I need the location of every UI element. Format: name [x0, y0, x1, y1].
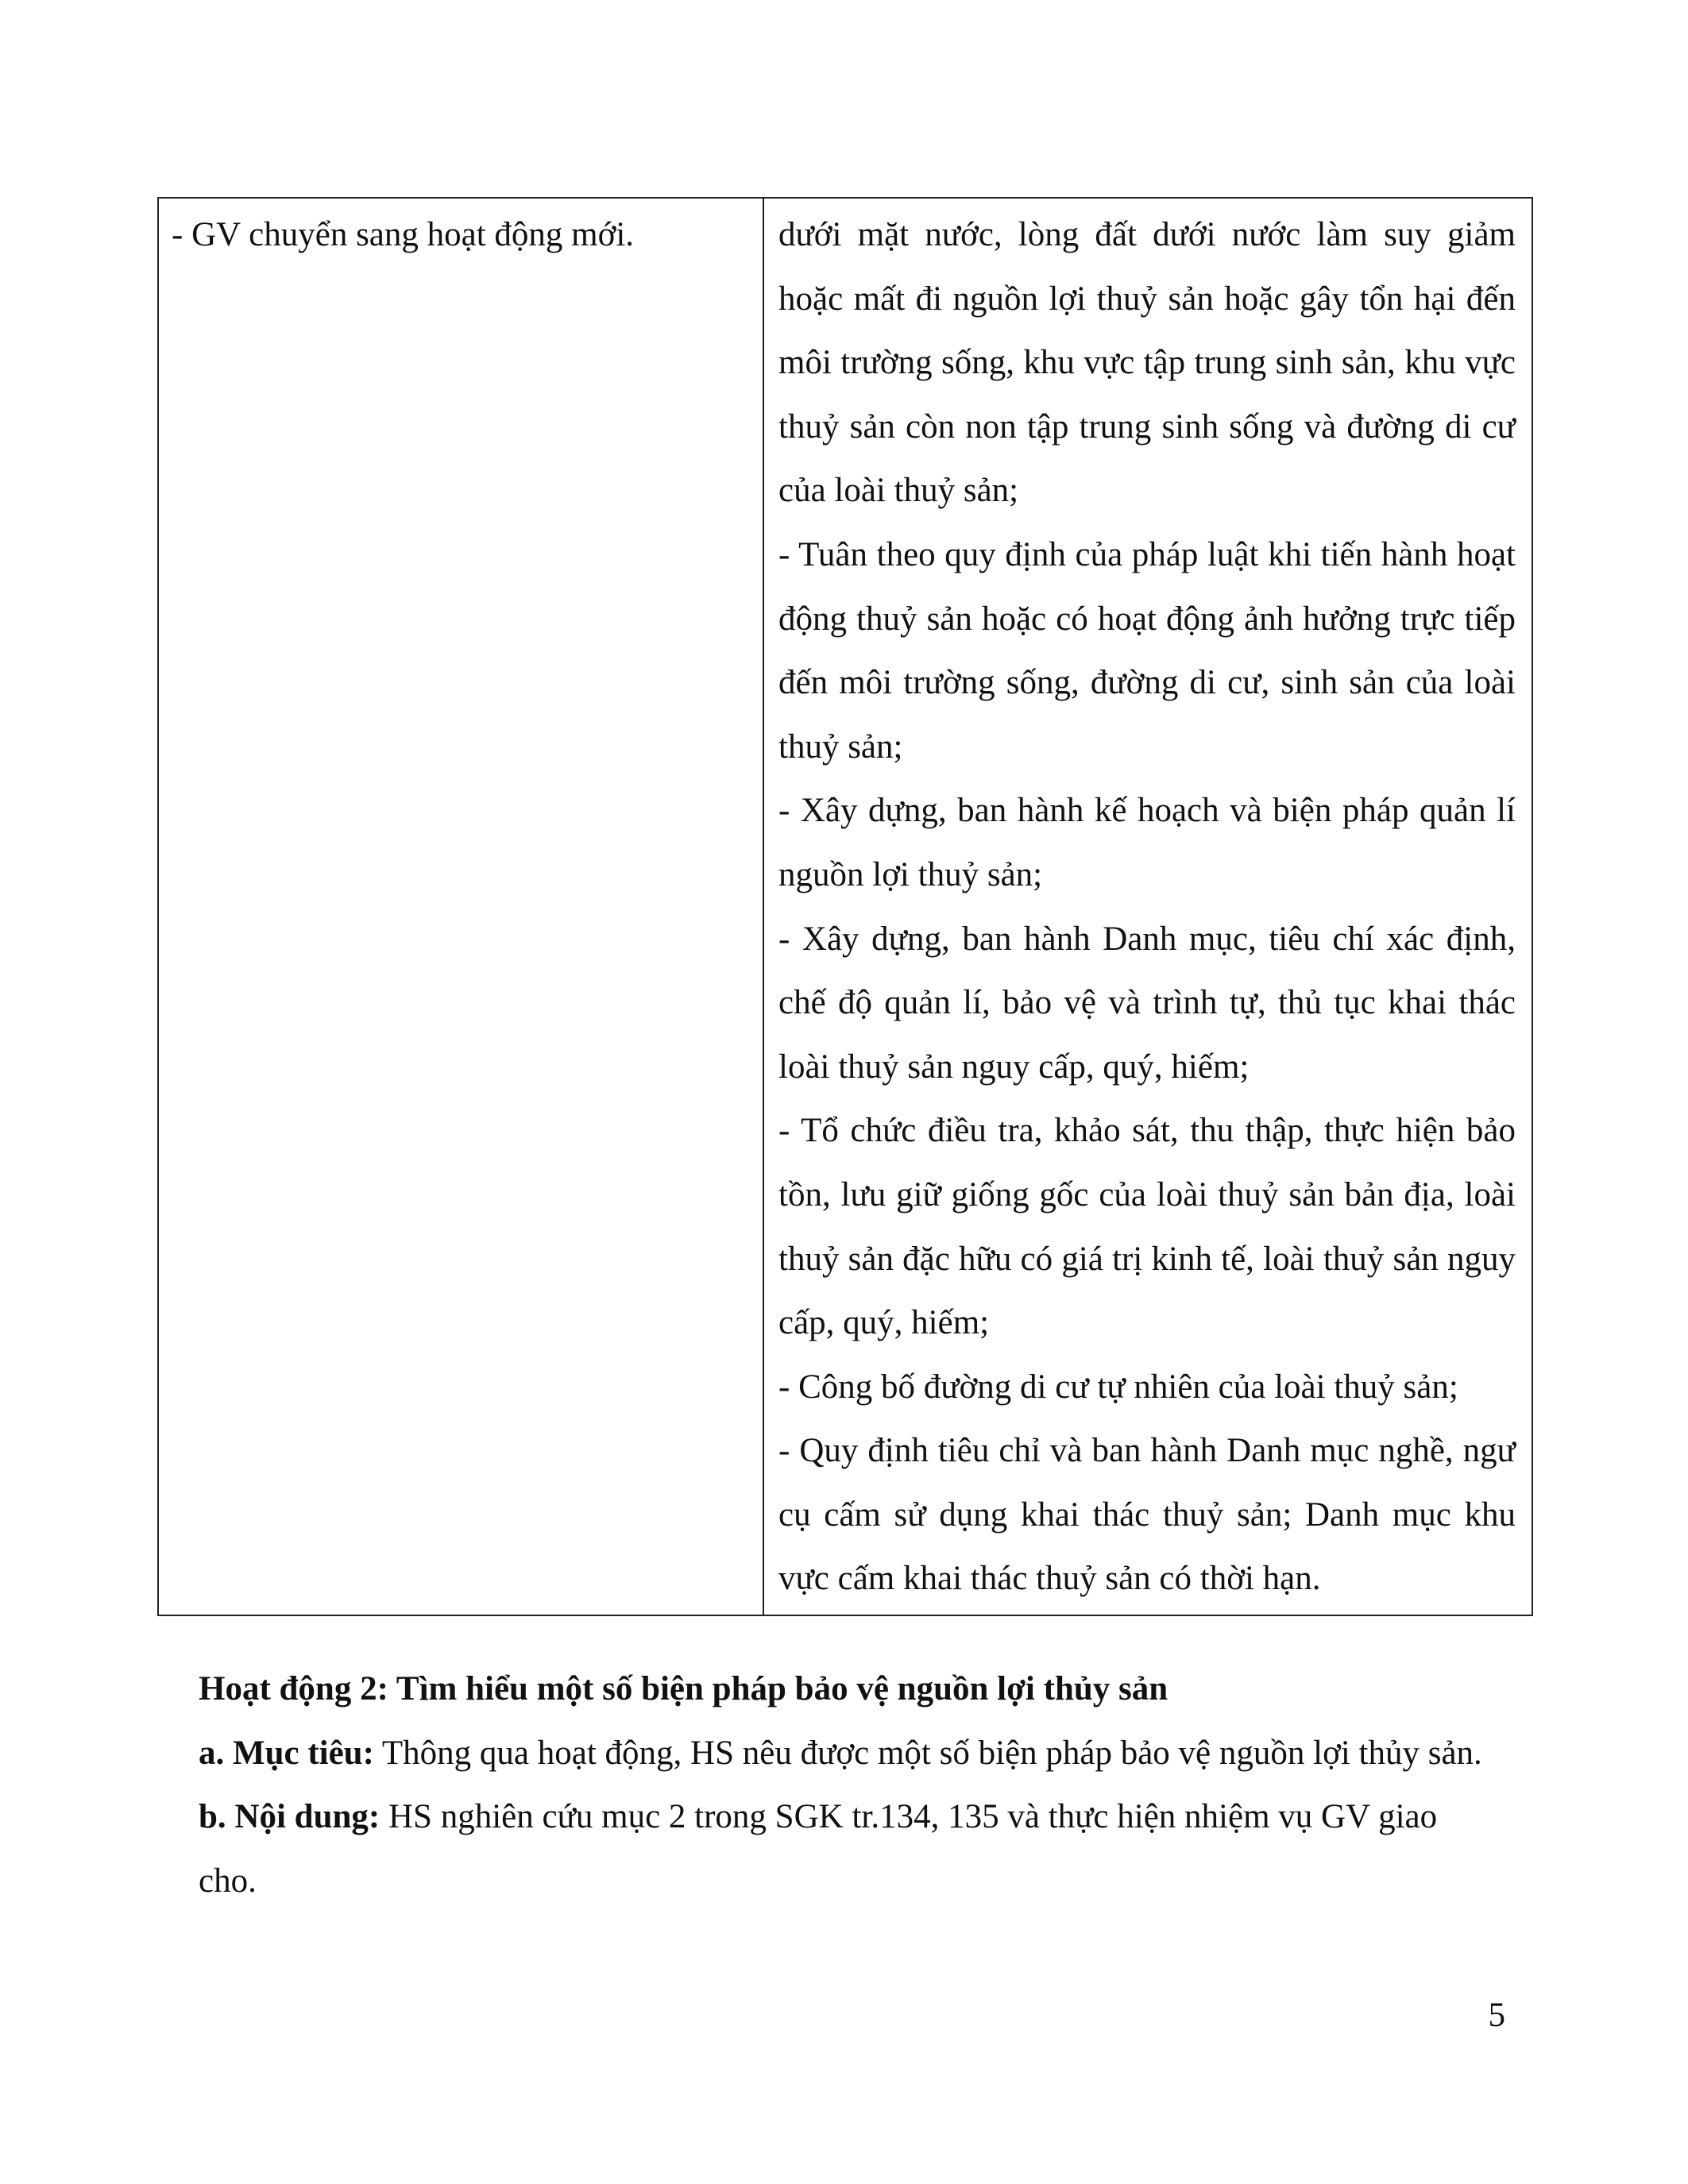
- content-paragraph: - Quy định tiêu chỉ và ban hành Danh mục nghề, ngư cụ cấm sử dụng khai thác thuỷ sản; Danh mục khu vực cấm khai thác thuỷ sản có thời hạn.: [778, 1432, 1516, 1598]
- teacher-activity-cell: [158, 198, 763, 1615]
- content-paragraph-b: [199, 1785, 1493, 1913]
- content-paragraph: - Xây dựng, ban hành Danh mục, tiêu chí xác định, chế độ quản lí, bảo vệ và trình tự, thủ tục khai thác loài thuỷ sản nguy cấp, quý, hiếm;: [778, 920, 1516, 1086]
- teacher-activity-text: - GV chuyển sang hoạt động mới.: [172, 216, 635, 253]
- objective-paragraph: [199, 1722, 1493, 1786]
- content-paragraph: dưới mặt nước, lòng đất dưới nước làm suy giảm hoặc mất đi nguồn lợi thuỷ sản hoặc gây tổn hại đến môi trường sống, khu vực tập trung sinh sản, khu vực thuỷ sản còn non tập trung sinh sống và đường di cư của loài thuỷ sản;: [778, 216, 1516, 510]
- student-content-text: [764, 199, 1532, 1615]
- content-text: HS nghiên cứu mục 2 trong SGK tr.134, 135 và thực hiện nhiệm vụ GV giao cho.: [199, 1798, 1438, 1900]
- page-number: 5: [1488, 1997, 1505, 2034]
- content-paragraph: - Tuân theo quy định của pháp luật khi tiến hành hoạt động thuỷ sản hoặc có hoạt động ảnh hưởng trực tiếp đến môi trường sống, đường di cư, sinh sản của loài thuỷ sản;: [778, 535, 1516, 766]
- objective-label: a. Mục tiêu:: [199, 1734, 374, 1772]
- content-paragraph: - Xây dựng, ban hành kế hoạch và biện pháp quản lí nguồn lợi thuỷ sản;: [778, 792, 1516, 893]
- activity-heading: Hoạt động 2: Tìm hiểu một số biện pháp bảo vệ nguồn lợi thủy sản: [199, 1670, 1168, 1707]
- content-label: b. Nội dung:: [199, 1798, 380, 1836]
- activity-section: [199, 1657, 1493, 1913]
- content-paragraph: - Công bố đường di cư tự nhiên của loài thuỷ sản;: [778, 1368, 1458, 1406]
- student-content-cell: [763, 198, 1532, 1615]
- objective-text: Thông qua hoạt động, HS nêu được một số biện pháp bảo vệ nguồn lợi thủy sản.: [373, 1734, 1482, 1772]
- table-row: [158, 198, 1532, 1615]
- content-paragraph: - Tổ chức điều tra, khảo sát, thu thập, thực hiện bảo tồn, lưu giữ giống gốc của loài thuỷ sản bản địa, loài thuỷ sản đặc hữu có giá trị kinh tế, loài thuỷ sản nguy cấp, quý, hiếm;: [778, 1112, 1516, 1342]
- lesson-table: [157, 197, 1533, 1616]
